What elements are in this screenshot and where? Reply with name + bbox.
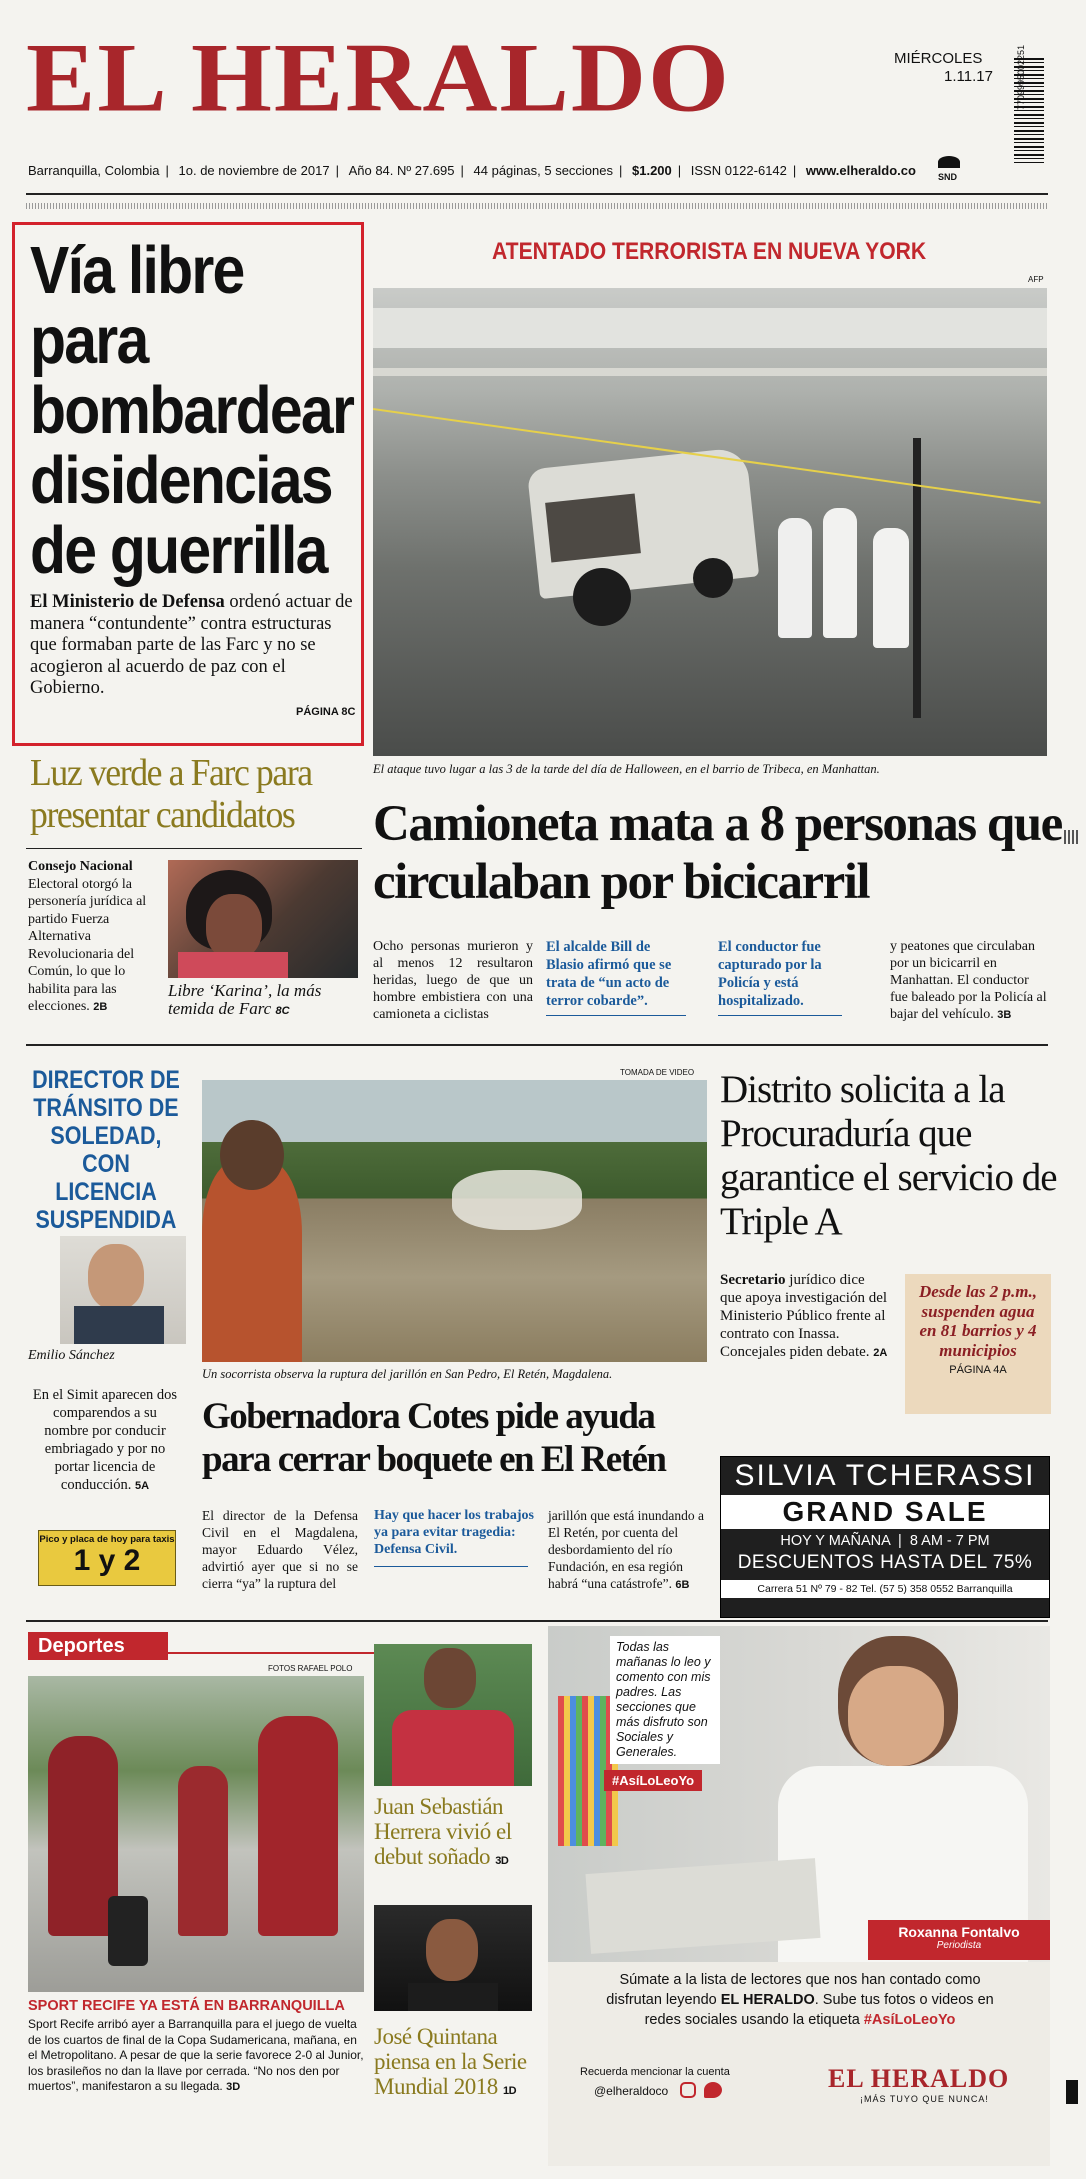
- promo-logo: EL HERALDO: [828, 2064, 1010, 2093]
- promo-body-2: . Sube tus fotos o videos en redes sociales usando la etiqueta: [644, 1992, 994, 2028]
- sports-body-text: Sport Recife arribó ayer a Barranquilla para el juego de vuelta de los cuartos de final de la Copa Sudamericana, mañana, en el Metropolitano. A pesar de que la serie favorece 2-0 al Junior, los brasileños no dan la llave por cerrada. “No nos den por muertos”, manifestaron a su llegada.: [28, 2017, 364, 2093]
- ny-credit: AFP: [1028, 275, 1044, 284]
- instagram-icon[interactable]: [680, 2082, 696, 2098]
- herrera-headline-text: Juan Sebastián Herrera vivió el debut soñado: [374, 1794, 512, 1869]
- lead-body: [30, 592, 356, 700]
- ny-headline: Camioneta mata a 8 personas que circulaban por bicicarril: [373, 796, 1062, 910]
- divider: [26, 1044, 1048, 1046]
- herrera-photo: [374, 1644, 532, 1786]
- divider: [26, 1620, 1048, 1622]
- ad-hours: 8 AM - 7 PM: [909, 1533, 990, 1549]
- ad-event: GRAND SALE: [721, 1495, 1049, 1529]
- promo-name: Roxanna Fontalvo: [898, 1924, 1020, 1940]
- reten-col1: El director de la Defensa Civil en el Magdalena, mayor Eduardo Vélez, advirtió ayer que si no se cierra “ya” la ruptura del: [202, 1508, 358, 1591]
- pico-placa-value: 1 y 2: [73, 1544, 141, 1577]
- ny-page: 3B: [997, 1009, 1012, 1021]
- promo-handle[interactable]: @elheraldoco: [594, 2084, 669, 2098]
- ad-when: HOY Y MAÑANA | 8 AM - 7 PM: [780, 1533, 990, 1549]
- sanchez-name: Emilio Sánchez: [28, 1348, 115, 1363]
- promo-hashtag-badge[interactable]: #AsíLoLeoYo: [604, 1770, 702, 1791]
- reten-col3-text: jarillón que está inundando a El Retén, por cuenta del desbordamiento del río Fundación, en esa región habrá “una catástrofe”.: [548, 1508, 704, 1591]
- promo-body-tag: #AsíLoLeoYo: [863, 2012, 956, 2028]
- promo-body-brand: EL HERALDO: [720, 1992, 815, 2008]
- water-box-page: PÁGINA 4A: [949, 1364, 1007, 1376]
- sports-page: 3D: [226, 2081, 241, 2093]
- dateline: Barranquilla, Colombia | 1o. de noviembre de 2017 | Año 84. Nº 27.695 | 44 páginas, 5 secciones | $1.200 | ISSN 0122-6142 | www.elheraldo.co: [28, 163, 916, 178]
- twitter-icon[interactable]: [704, 2082, 722, 2098]
- promo-remember: Recuerda mencionar la cuenta: [580, 2066, 730, 2078]
- ny-col1: Ocho personas murieron y al menos 12 resultaron heridas, luego de que un hombre embistiera con una camioneta a ciclistas: [373, 939, 533, 1022]
- ad-when-text: HOY Y MAÑANA: [780, 1533, 890, 1549]
- transito-headline: DIRECTOR DE TRÁNSITO DE SOLEDAD, CON LICENCIA SUSPENDIDA: [32, 1066, 180, 1234]
- promo-name-badge: [868, 1920, 1050, 1960]
- divider: [26, 193, 1048, 195]
- farc-headline: Luz verde a Farc para presentar candidatos: [30, 752, 312, 836]
- reten-headline: Gobernadora Cotes pide ayuda para cerrar boquete en El Retén: [202, 1396, 666, 1480]
- dateline-price: $1.200: [632, 163, 672, 178]
- reten-photo: [202, 1080, 707, 1362]
- promo-quote: Todas las mañanas lo leo y comento con mis padres. Las secciones que más disfruto son Sociales y Generales.: [610, 1636, 720, 1764]
- karina-caption: [168, 982, 368, 1020]
- transito-body: [30, 1386, 180, 1495]
- farc-body-text: Electoral otorgó la personería jurídica al partido Fuerza Alternativa Revolucionaria del Común, lo que lo habilita para las elecciones.: [28, 876, 147, 1014]
- karina-page: 8C: [275, 1005, 290, 1017]
- ny-quote1: El alcalde Bill de Blasio afirmó que se trata de “un acto de terror cobarde”.: [546, 939, 672, 1009]
- masthead-date: 1.11.17: [944, 68, 993, 85]
- sports-body: [28, 2017, 368, 2096]
- promo-body: [590, 1970, 1010, 2030]
- barcode-number: 7709995002251: [1016, 44, 1026, 110]
- triplea-headline: Distrito solicita a la Procuraduría que garantice el servicio de Triple A: [720, 1068, 1057, 1243]
- sports-kicker: SPORT RECIFE YA ESTÁ EN BARRANQUILLA: [28, 1998, 345, 2014]
- farc-body-lead: Consejo Nacional: [28, 859, 133, 874]
- ny-caption: El ataque tuvo lugar a las 3 de la tarde del día de Halloween, en el barrio de Tribeca, en Manhattan.: [373, 762, 880, 776]
- lead-headline: Vía libre para bombardear disidencias de guerrilla: [30, 233, 354, 588]
- dateline-issn: ISSN 0122-6142: [690, 163, 787, 178]
- quintana-headline: [374, 2024, 544, 2104]
- sports-credit: FOTOS RAFAEL POLO: [268, 1664, 353, 1673]
- water-box-text: Desde las 2 p.m., suspenden agua en 81 barrios y 4 municipios: [918, 1282, 1038, 1360]
- snd-logo: [938, 156, 960, 168]
- masthead-day: MIÉRCOLES: [894, 50, 983, 67]
- divider: [546, 1015, 686, 1016]
- dateline-year: Año 84. Nº 27.695: [348, 163, 455, 178]
- ad-discount: DESCUENTOS HASTA DEL 75%: [737, 1552, 1033, 1573]
- reten-credit: TOMADA DE VIDEO: [620, 1068, 695, 1077]
- triplea-body-text: jurídico dice que apoya investigación del Ministerio Público frente al contrato con Inassa. Concejales piden debate.: [720, 1272, 888, 1360]
- ny-kicker: ATENTADO TERRORISTA EN NUEVA YORK: [492, 238, 927, 265]
- water-box: [905, 1274, 1051, 1414]
- ad-tcherassi[interactable]: [720, 1456, 1050, 1618]
- masthead-title: EL HERALDO: [26, 22, 731, 133]
- divider: [26, 203, 1048, 209]
- herrera-page: 3D: [495, 1855, 509, 1867]
- sports-section-tab[interactable]: Deportes: [28, 1632, 168, 1660]
- triplea-body: [720, 1271, 890, 1362]
- ny-photo: [373, 288, 1047, 756]
- triplea-page: 2A: [873, 1347, 888, 1359]
- ad-address: Carrera 51 Nº 79 - 82 Tel. (57 5) 358 0552 Barranquilla: [721, 1580, 1049, 1598]
- divider: [26, 848, 362, 849]
- dateline-city: Barranquilla, Colombia: [28, 163, 160, 178]
- dateline-pages: 44 páginas, 5 secciones: [473, 163, 613, 178]
- farc-body: [28, 858, 158, 1017]
- ny-col4-text: y peatones que circulaban por un bicicarril en Manhattan. El conductor fue baleado por la Policía al bajar del vehículo.: [890, 939, 1047, 1022]
- website-link[interactable]: www.elheraldo.co: [805, 163, 916, 178]
- ny-col4: [890, 938, 1050, 1024]
- divider: [374, 1566, 528, 1567]
- promo-body-1: Súmate a la lista de lectores que nos han contado como disfrutan leyendo: [606, 1972, 981, 2008]
- reten-caption: Un socorrista observa la ruptura del jarillón en San Pedro, El Retén, Magdalena.: [202, 1367, 613, 1381]
- pico-placa-label: Pico y placa de hoy para taxis: [39, 1534, 175, 1545]
- registration-mark: [1066, 2080, 1078, 2104]
- registration-mark: [1064, 830, 1078, 844]
- ad-brand: SILVIA TCHERASSI: [734, 1459, 1036, 1492]
- sanchez-photo: [60, 1236, 186, 1344]
- snd-label: SND: [938, 172, 958, 182]
- lead-body-lead: El Ministerio de Defensa: [30, 592, 225, 612]
- ny-quote2: El conductor fue capturado por la Policía y está hospitalizado.: [718, 939, 822, 1009]
- recife-photo: [28, 1676, 364, 1992]
- transito-body-text: En el Simit aparecen dos comparendos a su nombre por conducir embriagado y por no portar licencia de conducción.: [32, 1387, 178, 1493]
- dateline-date: 1o. de noviembre de 2017: [178, 163, 330, 178]
- transito-page: 5A: [135, 1480, 150, 1492]
- quintana-headline-text: José Quintana piensa en la Serie Mundial 2018: [374, 2024, 527, 2099]
- quintana-page: 1D: [502, 2085, 517, 2097]
- divider: [718, 1015, 842, 1016]
- reten-col3: [548, 1507, 710, 1594]
- reten-quote: Hay que hacer los trabajos ya para evitar tragedia: Defensa Civil.: [374, 1508, 534, 1557]
- reten-page: 6B: [675, 1579, 690, 1591]
- karina-photo: [168, 860, 358, 978]
- farc-page: 2B: [93, 1001, 108, 1013]
- pico-placa-box: [38, 1530, 176, 1586]
- promo-slogan: ¡MÁS TUYO QUE NUNCA!: [860, 2094, 989, 2104]
- promo-role: Periodista: [936, 1940, 982, 1951]
- lead-page: PÁGINA 8C: [296, 706, 356, 718]
- karina-caption-text: Libre ‘Karina’, la más temida de Farc: [168, 981, 322, 1018]
- herrera-headline: [374, 1794, 544, 1874]
- lead-body-text: ordenó actuar de manera “contundente” contra estructuras que formaban parte de las Farc y no se acogieron al acuerdo de paz con el Gobierno.: [30, 592, 353, 698]
- triplea-body-lead: Secretario: [720, 1272, 786, 1288]
- quintana-photo: [374, 1905, 532, 2011]
